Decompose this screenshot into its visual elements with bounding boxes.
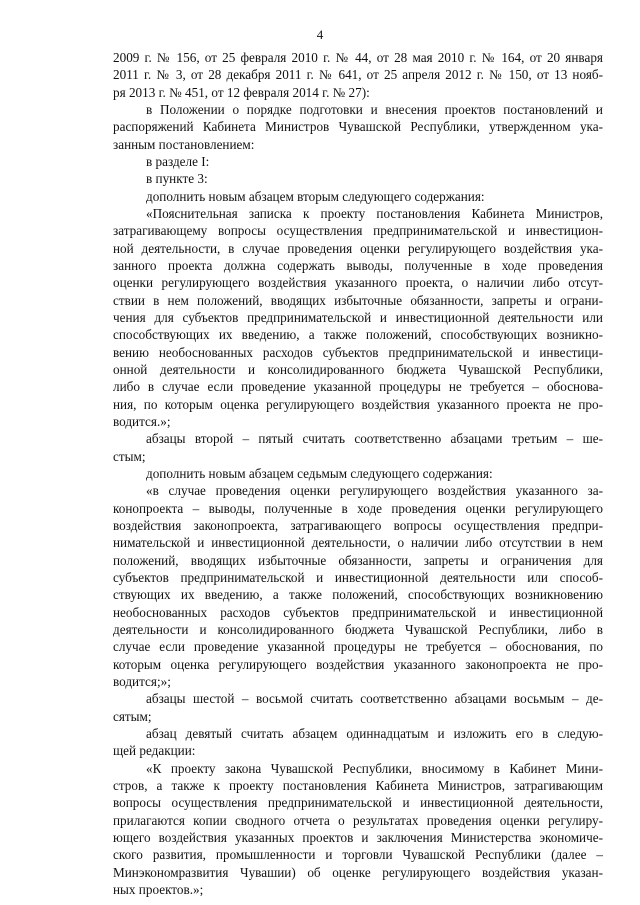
text-line: ния, по которым оценка регулирующего воздействия указанного проекта не про- [113,396,603,412]
text-line: сятым; [113,708,152,724]
text-line: занным постановлением: [113,136,255,152]
text-line: ствующих их введению, а также положений, способствующих возникновению [113,587,603,603]
text-line: воздействия законопроекта, затрагивающего вопросы осуществления предпри- [113,517,603,533]
text-line: ющего воздействия указанных проектов и заключения Министерства экономиче- [113,829,603,845]
text-line: в пункте 3: [146,171,208,187]
text-line: положений, вводящих избыточные обязанности, запреты и ограничения для [113,552,603,568]
text-line: ной деятельности, в случае проведения оценки регулирующего воздействия ука- [113,240,603,256]
text-line: абзацы второй – пятый считать соответственно абзацами третьим – ше- [146,431,603,447]
text-line: конопроекта – выводы, полученные в ходе проведения оценки регулирующего [113,500,603,516]
text-line: затрагивающему вопросы осуществления предпринимательской и инвестицион- [113,223,603,239]
text-line: в Положении о порядке подготовки и внесения проектов постановлений и [146,101,603,117]
text-line: либо в случае если проведение указанной процедуры не требуется – обоснова- [113,379,603,395]
text-line: стым; [113,448,146,464]
text-line: абзац девятый считать абзацем одиннадцатым и изложить его в следую- [146,725,603,741]
text-line: прилагаются копии сводного отчета о результатах проведения оценки регулиру- [113,812,603,828]
text-line: случае если проведение указанной процедуры не требуется – обоснования, по [113,639,603,655]
text-line: щей редакции: [113,743,196,759]
text-line: необоснованных расходов субъектов предпринимательской и инвестиционной [113,604,603,620]
text-line: распоряжений Кабинета Министров Чувашской Республики, утвержденном ука- [113,119,603,135]
text-line: дополнить новым абзацем седьмым следующего содержания: [146,465,493,481]
text-line: деятельности и консолидированного бюджета Чувашской Республики, либо в [113,621,603,637]
text-line: способствующих их введению, а также положений, способствующих возникно- [113,327,603,343]
page-number: 4 [316,27,324,42]
text-line: «К проекту закона Чувашской Республики, вносимому в Кабинет Мини- [146,760,603,776]
text-line: занного проекта должна содержать выводы, полученные в ходе проведения [113,257,603,273]
text-line: оценки регулирующего воздействия указанного проекта, о наличии либо отсут- [113,275,603,291]
text-line: вопросы осуществления предпринимательской и инвестиционной деятельности, [113,795,603,811]
text-line: «в случае проведения оценки регулирующего воздействия указанного за- [146,483,603,499]
text-line: вению необоснованных расходов субъектов предпринимательской и инвестици- [113,344,603,360]
text-line: водится;»; [113,673,171,689]
text-line: Минэкономразвития Чувашии) об оценке регулирующего воздействия указан- [113,864,603,880]
text-line: водится.»; [113,413,171,429]
text-line: стров, а также к проекту постановления Кабинета Министров, затрагивающим [113,777,603,793]
text-line: ского развития, промышленности и торговли Чувашской Республики (далее – [113,847,603,863]
text-line: онной деятельности и консолидированного бюджета Чувашской Республики, [113,361,603,377]
text-line: 2009 г. № 156, от 25 февраля 2010 г. № 44, от 28 мая 2010 г. № 164, от 20 января [113,50,603,65]
text-line: дополнить новым абзацем вторым следующего содержания: [146,188,485,204]
text-line: ря 2013 г. № 451, от 12 февраля 2014 г. № 27): [113,84,370,100]
text-line: чения для субъектов предпринимательской и инвестиционной деятельности или [113,309,603,325]
text-line: ных проектов.»; [113,881,204,897]
text-line: субъектов предпринимательской и инвестиционной деятельности или способ- [113,569,603,585]
text-line: которым оценка регулирующего воздействия указанного законопроекта не про- [113,656,603,672]
text-line: ствии в нем положений, вводящих избыточные обязанности, запреты и ограни- [113,292,603,308]
text-line: «Пояснительная записка к проекту постановления Кабинета Министров, [146,205,603,221]
text-line: 2011 г. № 3, от 28 декабря 2011 г. № 641, от 25 апреля 2012 г. № 150, от 13 нояб- [113,67,603,83]
text-line: в разделе I: [146,153,210,169]
text-line: нимательской и инвестиционной деятельности, о наличии либо отсутствии в нем [113,535,603,551]
text-line: абзацы шестой – восьмой считать соответственно абзацами восьмым – де- [146,691,603,707]
